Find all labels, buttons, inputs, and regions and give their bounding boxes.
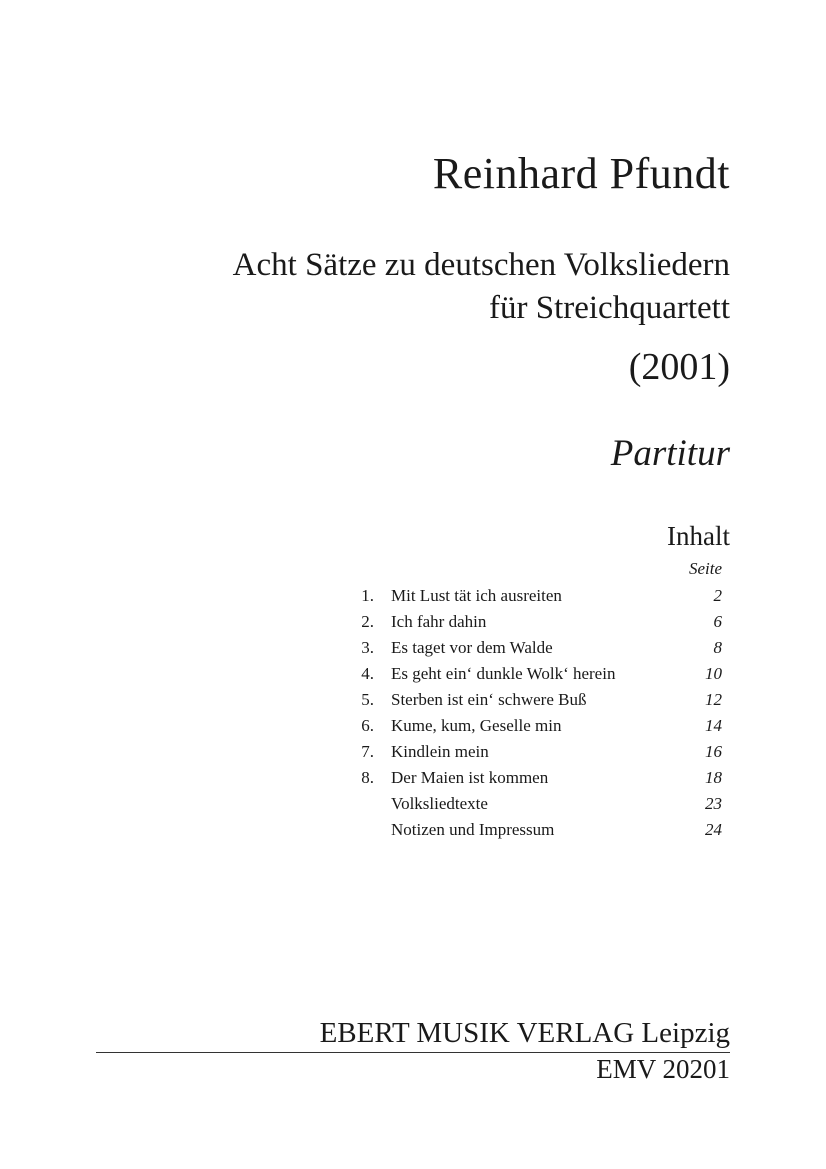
toc-title: Es geht ein‘ dunkle Wolk‘ herein [391,664,616,683]
toc-title: Ich fahr dahin [391,612,487,631]
toc-page-column-label: Seite [688,559,722,578]
toc-page: 18 [705,768,722,787]
toc-page: 12 [705,690,722,709]
work-title-line-2: für Streichquartett [489,290,730,326]
publisher-name: EBERT MUSIK VERLAG Leipzig [319,1017,730,1049]
toc-page: 10 [705,664,722,683]
toc-row [0,739,826,765]
work-title-line-1: Acht Sätze zu deutschen Volksliedern [232,247,730,283]
toc-title: Sterben ist ein‘ schwere Buß [391,690,587,709]
toc-page: 23 [705,794,722,813]
composer-name: Reinhard Pfundt [432,149,730,198]
toc-number: 8. [361,768,374,787]
toc-row [0,661,826,687]
edition-label: Partitur [610,433,730,474]
toc-title: Mit Lust tät ich ausreiten [391,586,562,605]
toc-row [0,687,826,713]
toc-number: 4. [361,664,374,683]
toc-page: 14 [705,716,722,735]
toc-number: 3. [361,638,374,657]
toc-number: 2. [361,612,374,631]
toc-page: 24 [705,820,722,839]
toc-row [0,635,826,661]
toc-heading: Inhalt [667,521,730,551]
toc-page: 8 [713,638,722,657]
toc-title: Kume, kum, Geselle min [391,716,562,735]
toc-title: Es taget vor dem Walde [391,638,553,657]
publisher-divider [96,1052,730,1053]
catalog-number: EMV 20201 [596,1054,730,1084]
toc-title: Volksliedtexte [391,794,488,813]
toc-page: 2 [713,586,722,605]
toc-title: Notizen und Impressum [391,820,555,839]
toc-row [0,791,826,817]
toc-row [0,609,826,635]
toc-title: Kindlein mein [391,742,489,761]
toc-number: 1. [361,586,374,605]
toc-title: Der Maien ist kommen [391,768,549,787]
toc-row [0,583,826,609]
toc-row [0,817,826,843]
toc-page: 16 [705,742,722,761]
toc-number: 5. [361,690,374,709]
toc-row [0,713,826,739]
toc-number: 6. [361,716,374,735]
toc-number: 7. [361,742,374,761]
toc-row [0,765,826,791]
composition-year: (2001) [628,346,730,388]
toc-page: 6 [713,612,722,631]
